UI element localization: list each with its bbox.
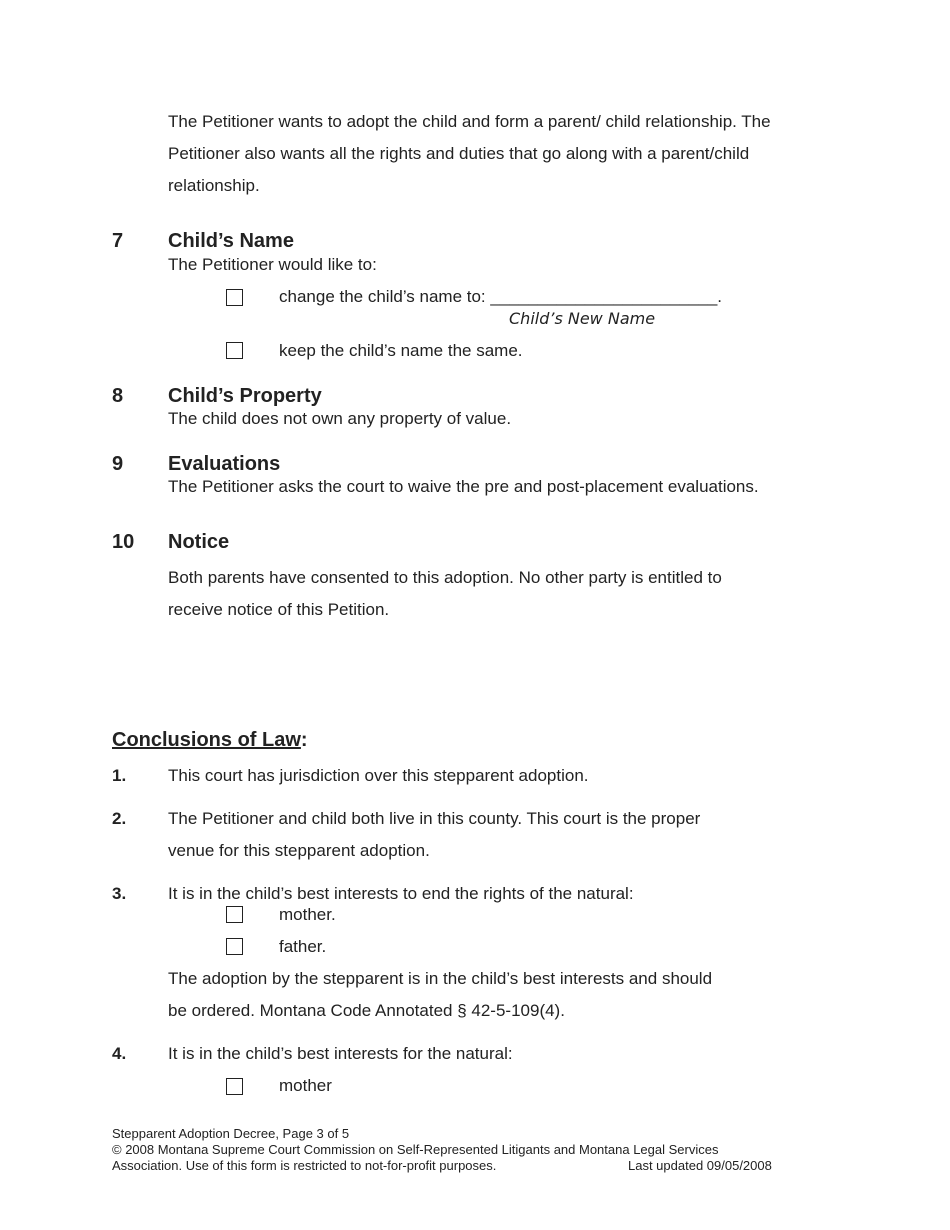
natural-mother-label: mother xyxy=(279,1076,332,1095)
end-rights-mother-checkbox[interactable] xyxy=(226,906,243,923)
section-9-number: 9 xyxy=(112,453,124,475)
childs-new-name-caption: Child’s New Name xyxy=(509,309,656,328)
end-rights-father-label: father. xyxy=(279,937,327,956)
conclusion-4-text: It is in the child’s best interests for the natural: xyxy=(168,1044,513,1063)
conclusion-3-line-1: The adoption by the stepparent is in the child’s best interests and should xyxy=(168,969,713,988)
footer-usage: Association. Use of this form is restricted to not-for-profit purposes. xyxy=(112,1158,497,1173)
conclusion-2-number: 2. xyxy=(112,809,127,828)
natural-mother-checkbox[interactable] xyxy=(226,1078,243,1095)
conclusions-heading xyxy=(112,729,308,752)
conclusion-3-line-2: be ordered. Montana Code Annotated § 42-5-109(4). xyxy=(168,1001,565,1020)
section-10-line-2: receive notice of this Petition. xyxy=(168,600,390,619)
change-name-option: change the child’s name to: ________________________. xyxy=(279,287,723,306)
section-9-title: Evaluations xyxy=(168,453,281,475)
section-9-text: The Petitioner asks the court to waive the pre and post-placement evaluations. xyxy=(168,477,759,496)
conclusion-1-number: 1. xyxy=(112,766,127,785)
change-name-checkbox[interactable] xyxy=(226,289,243,306)
section-10-number: 10 xyxy=(112,531,135,553)
end-rights-mother-label: mother. xyxy=(279,905,336,924)
intro-line-2: Petitioner also wants all the rights and duties that go along with a parent/child xyxy=(168,144,750,163)
section-8-number: 8 xyxy=(112,385,124,407)
intro-line-1: The Petitioner wants to adopt the child and form a parent/ child relationship. The xyxy=(168,112,771,131)
section-10-line-1: Both parents have consented to this adoption. No other party is entitled to xyxy=(168,568,722,587)
section-7-title: Child’s Name xyxy=(168,230,294,252)
conclusion-3-number: 3. xyxy=(112,884,127,903)
conclusions-heading-text: Conclusions of Law xyxy=(112,729,301,751)
conclusion-2-line-1: The Petitioner and child both live in this county. This court is the proper xyxy=(168,809,701,828)
conclusion-3-text: It is in the child’s best interests to end the rights of the natural: xyxy=(168,884,634,903)
end-rights-father-checkbox[interactable] xyxy=(226,938,243,955)
section-7-number: 7 xyxy=(112,230,124,252)
conclusion-1-text: This court has jurisdiction over this stepparent adoption. xyxy=(168,766,589,785)
conclusion-4-number: 4. xyxy=(112,1044,127,1063)
footer-copyright: © 2008 Montana Supreme Court Commission on Self-Represented Litigants and Montana Legal Services xyxy=(112,1142,719,1157)
section-10-title: Notice xyxy=(168,531,230,553)
conclusions-heading-colon: : xyxy=(300,729,308,751)
intro-line-3: relationship. xyxy=(168,176,260,195)
keep-name-option: keep the child’s name the same. xyxy=(279,341,523,360)
keep-name-checkbox[interactable] xyxy=(226,342,243,359)
section-8-title: Child’s Property xyxy=(168,385,322,407)
section-8-text: The child does not own any property of value. xyxy=(168,409,512,428)
footer-last-updated: Last updated 09/05/2008 xyxy=(628,1158,772,1173)
footer-page-info: Stepparent Adoption Decree, Page 3 of 5 xyxy=(112,1126,350,1141)
section-7-intro: The Petitioner would like to: xyxy=(168,255,377,274)
conclusion-2-line-2: venue for this stepparent adoption. xyxy=(168,841,430,860)
